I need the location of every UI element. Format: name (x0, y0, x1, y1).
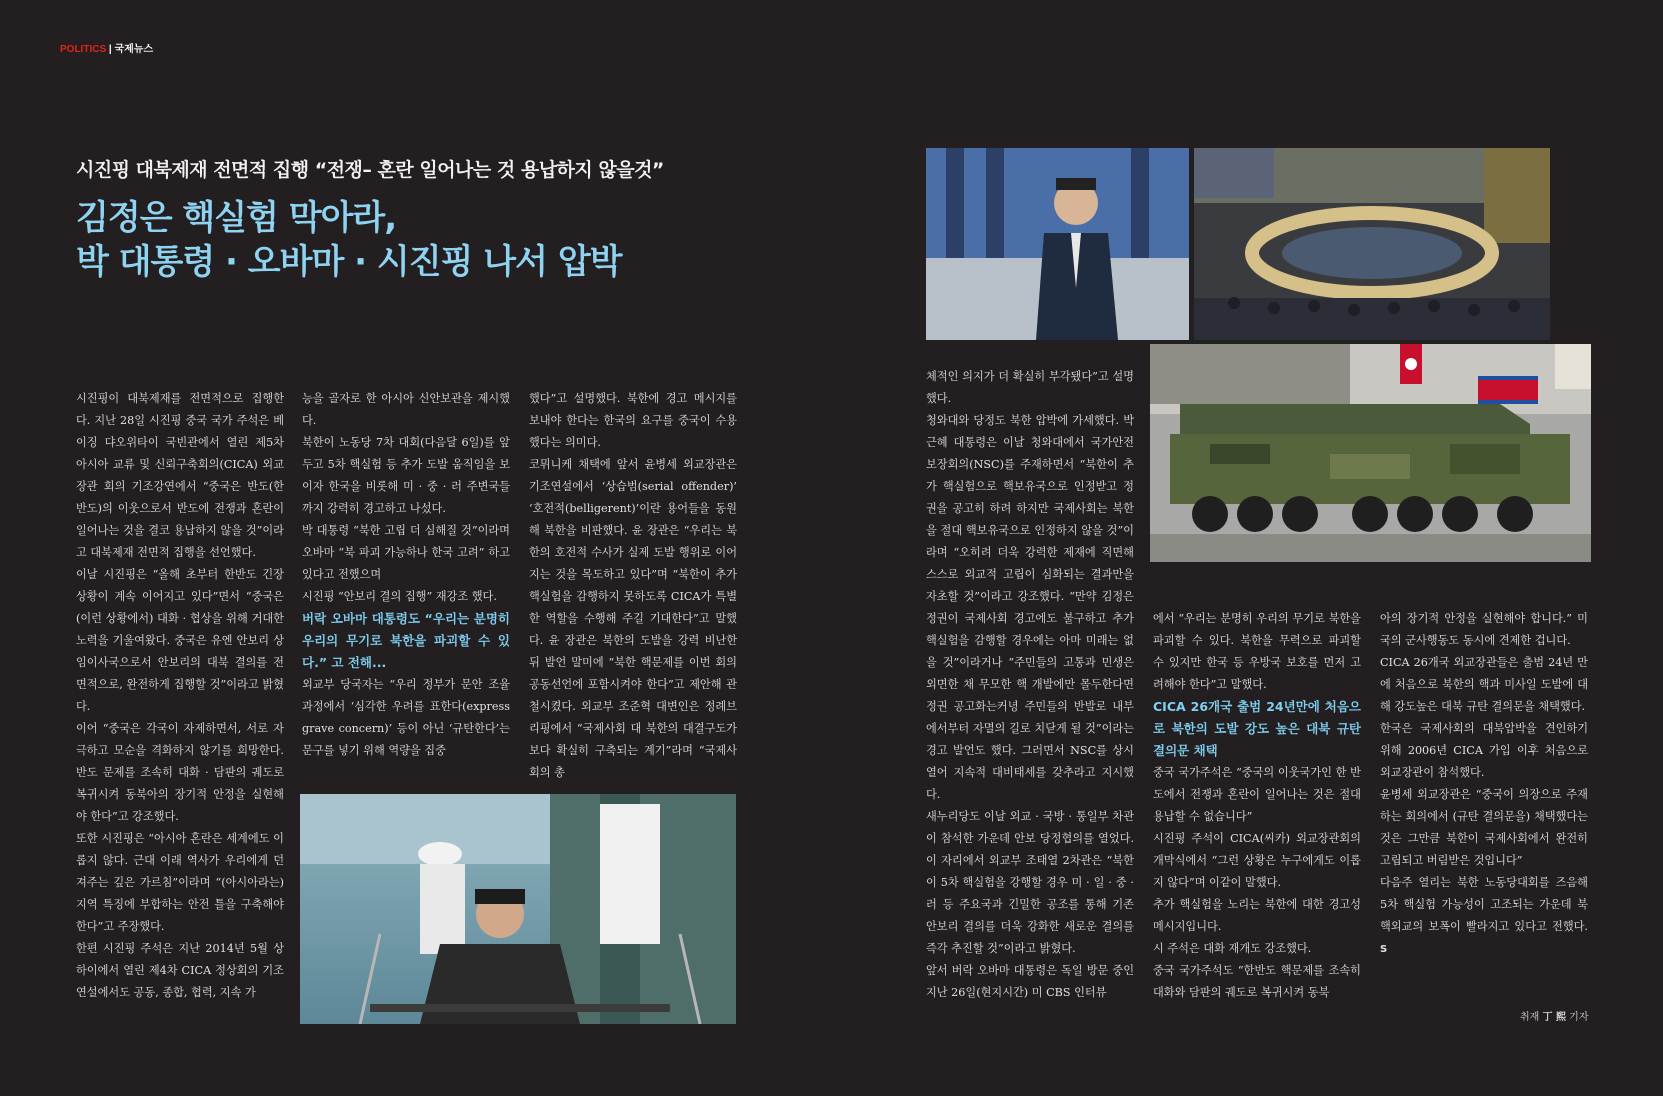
byline-suffix: 기자 (1565, 1012, 1589, 1023)
column-6 (1380, 608, 1588, 961)
end-mark: S (1380, 944, 1388, 955)
missile-parade-photo (1150, 344, 1591, 562)
column-2 (302, 388, 510, 762)
kim-jong-un-photo (300, 794, 736, 1024)
paragraph: 시진핑이 대북제재를 전면적으로 집행한다. 지난 28일 시진핑 중국 국가 주석은 베이징 댜오위타이 국빈관에서 열린 제5차 아시아 교류 및 신뢰구축회의(CICA) 외교장관 회의 기조강연에서 “중국은 반도(한반도)의 이웃으로서 반도에 전쟁과 혼란이 일어나는 것을 결코 용납하지 않을 것”이라고 대북제재 전면적 집행을 선언했다. (76, 392, 284, 559)
paragraph: 박 대통령 “북한 고립 더 심해질 것”이라며 오바마 “북 파괴 가능하나 한국 고려” 하고 있다고 전했으며 (302, 524, 510, 581)
paragraph: 한편 시진핑 주석은 지난 2014년 5월 상하이에서 열린 제4차 CICA 정상회의 기조연설에서도 공동, 종합, 협력, 지속 가 (76, 942, 284, 999)
paragraph: 앞서 버락 오바마 대통령은 독일 방문 중인 지난 26일(현지시간) 미 CBS 인터뷰 (926, 964, 1134, 999)
byline-name: 丁 熙 (1542, 1012, 1566, 1023)
byline (1520, 1008, 1588, 1023)
section-subhead: 버락 오바마 대통령도 “우리는 분명히 우리의 무기로 북한을 파괴할 수 있다.” 고 전해... (302, 611, 510, 670)
column-1 (76, 388, 284, 1004)
section-name: 국제뉴스 (114, 44, 154, 55)
column-5 (1153, 608, 1361, 1004)
paragraph: 새누리당도 이날 외교 · 국방 · 통일부 차관이 참석한 가운데 안보 당정협의를 열었다. 이 자리에서 외교부 조태열 2차관은 “북한이 5차 핵실험을 강행할 경우 미 · 일 · 중 · 러 등 주요국과 긴밀한 공조를 통해 기존 안보리 결의를 더욱 강화한 새로운 결의를 즉각 추진할 것”이라고 밝혔다. (926, 810, 1134, 955)
paragraph: 외교부 당국자는 “우리 정부가 문안 조율 과정에서 ‘심각한 우려를 표한다(express grave concern)’ 등이 아닌 ‘규탄한다’는 문구를 넣기 위해 역량을 집중 (302, 678, 510, 757)
paragraph: CICA 26개국 외교장관들은 출범 24년 만에 처음으로 북한의 핵과 미사일 도발에 대해 강도높은 대북 규탄 결의문을 채택했다. (1380, 656, 1588, 713)
un-security-council-photo (1194, 148, 1550, 340)
article-headline (76, 196, 622, 284)
article-subtitle: 시진핑 대북제재 전면적 집행 “전쟁– 혼란 일어나는 것 용납하지 않을것” (76, 159, 664, 181)
paragraph: 에서 “우리는 분명히 우리의 무기로 북한을 파괴할 수 있다. 북한을 무력으로 파괴할 수 있지만 한국 등 우방국 보호를 먼저 고려해야 한다”고 말했다. (1153, 612, 1361, 691)
paragraph: 능을 골자로 한 아시아 신안보관을 제시했다. (302, 392, 510, 427)
paragraph: 이날 시진핑은 “올해 초부터 한반도 긴장 상황이 계속 이어지고 있다”면서 “중국은 (이런 상황에서) 대화 · 협상을 위해 거대한 노력을 기울여왔다. 중국은 유엔 안보리 상임이사국으로서 안보리의 대북 결의를 전면적으로, 완전하게 집행할 것”이라고 밝혔다. (76, 568, 284, 713)
paragraph: 코뮈니케 채택에 앞서 윤병세 외교장관은 기조연설에서 ‘상습범(serial offender)’ ‘호전적(belligerent)’이란 용어들을 동원해 북한을 비판했다. 윤 장관은 “우리는 북한의 호전적 수사가 실제 도발 행위로 이어지는 것을 목도하고 있다”며 “북한이 추가 핵실험을 감행하지 못하도록 CICA가 특별한 역할을 수행해 주길 기대한다”고 말했다. 윤 장관은 북한의 도발을 강력 비난한 뒤 발언 말미에 “북한 핵문제를 이번 회의 공동선언에 포함시켜야 한다”고 제안해 관철시켰다. 외교부 조준혁 대변인은 정례브리핑에서 “국제사회 대 북한의 대결구도가 보다 확실히 구축되는 계기”라며 “국제사회의 총 (529, 458, 737, 779)
paragraph: 또한 시진핑은 “아시아 혼란은 세계에도 이롭지 않다. 근대 이래 역사가 우리에게 던져주는 깊은 가르침”이라며 “(아시아라는) 지역 특징에 부합하는 안전 틀을 구축해야 한다”고 주장했다. (76, 832, 284, 933)
paragraph: 청와대와 당정도 북한 압박에 가세했다. 박근혜 대통령은 이날 청와대에서 국가안전보장회의(NSC)를 주재하면서 “북한이 추가 핵실험으로 핵보유국으로 인정받고 정권을 공고히 하려 하지만 국제사회는 북한을 절대 핵보유국으로 인정하지 않을 것”이라며 “오히려 더욱 강력한 제재에 직면해 스스로 외교적 고립이 심화되는 결과만을 자초할 것”이라고 강조했다. “만약 김정은 정권이 국제사회 경고에도 불구하고 추가 핵실험을 감행할 경우에는 아마 미래는 없을 것”이라거나 “주민들의 고통과 민생은 외면한 채 무모한 핵 개발에만 몰두한다면 정권 공고화는커녕 주민들의 반발로 내부에서부터 자멸의 길로 치닫게 될 것”이라는 경고 발언도 했다. 그러면서 NSC를 상시 열어 지속적 대비태세를 갖추라고 지시했다. (926, 414, 1134, 801)
paragraph: 시진핑 주석이 CICA(씨카) 외교장관회의 개막식에서 “그런 상황은 누구에게도 이롭지 않다”며 이같이 말했다. (1153, 832, 1361, 889)
paragraph: 추가 핵실험을 노리는 북한에 대한 경고성 메시지입니다. (1153, 898, 1361, 933)
section-tag (60, 40, 153, 55)
paragraph: 시진핑 “안보리 결의 집행” 재강조 했다. (302, 590, 497, 603)
column-3 (529, 388, 737, 784)
paragraph: 체적인 의지가 더 확실히 부각됐다”고 설명했다. (926, 370, 1134, 405)
paragraph: 아의 장기적 안정을 실현해야 합니다.” 미국의 군사행동도 동시에 견제한 겁니다. (1380, 612, 1588, 647)
headline-line1: 김정은 핵실험 막아라, (76, 198, 397, 238)
paragraph: 북한이 노동당 7차 대회(다음달 6일)를 앞두고 5차 핵실험 등 추가 도발 움직임을 보이자 한국을 비롯해 미 · 중 · 러 주변국들까지 강력히 경고하고 나섰다. (302, 436, 510, 515)
paragraph (1380, 872, 1588, 961)
section-subhead: CICA 26개국 출범 24년만에 처음으로 북한의 도발 강도 높은 대북 규탄 결의문 채택 (1153, 699, 1361, 758)
paragraph: 했다”고 설명했다. 북한에 경고 메시지를 보내야 한다는 한국의 요구를 중국이 수용했다는 의미다. (529, 392, 737, 449)
paragraph: 윤병세 외교장관은 “중국이 의장으로 주재하는 회의에서 (규탄 결의문을) 채택했다는 것은 그만큼 북한이 국제사회에서 완전히 고립되고 버림받은 것입니다” (1380, 788, 1588, 867)
paragraph: 시 주석은 대화 재개도 강조했다. (1153, 942, 1312, 955)
column-4 (926, 366, 1134, 1004)
byline-prefix: 취재 (1520, 1012, 1543, 1023)
paragraph: 이어 “중국은 각국이 자제하면서, 서로 자극하고 모순을 격화하지 않기를 희망한다. 반도 문제를 조속히 대화 · 담판의 궤도로 복귀시켜 동북아의 장기적 안정을 실현해야 한다”고 강조했다. (76, 722, 284, 823)
paragraph: 한국은 국제사회의 대북압박을 견인하기 위해 2006년 CICA 가입 이후 처음으로 외교장관이 참석했다. (1380, 722, 1588, 779)
xi-jinping-photo (926, 148, 1189, 340)
paragraph: 중국 국가주석은 “중국의 이웃국가인 한 반도에서 전쟁과 혼란이 일어나는 것은 절대 용납할 수 없습니다” (1153, 766, 1361, 823)
section-category: POLITICS (60, 44, 107, 55)
paragraph: 중국 국가주석도 “한반도 핵문제를 조속히 대화와 담판의 궤도로 복귀시켜 동북 (1153, 964, 1361, 999)
section-separator: | (106, 44, 115, 55)
headline-line2: 박 대통령 · 오바마 · 시진핑 나서 압박 (76, 242, 622, 282)
paragraph-text: 다음주 열리는 북한 노동당대회를 즈음해 5차 핵실험 가능성이 고조되는 가운데 북핵외교의 보폭이 빨라지고 있다고 전했다. (1380, 876, 1588, 933)
